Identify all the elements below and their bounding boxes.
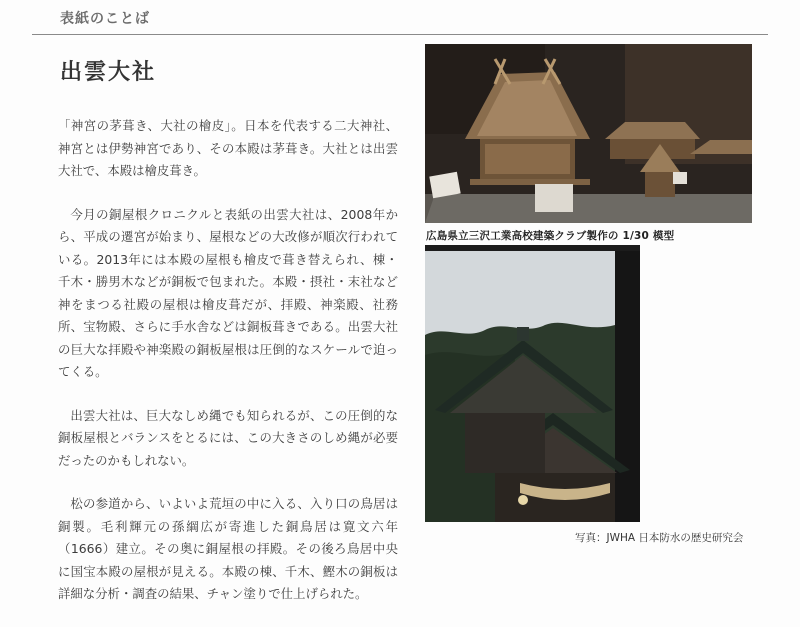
header-divider	[32, 34, 768, 35]
model-photo-caption: 広島県立三沢工業高校建築クラブ製作の 1/30 模型	[426, 230, 675, 242]
section-label: 表紙のことば	[60, 11, 150, 27]
article-title: 出雲大社	[60, 60, 157, 85]
paragraph-3: 出雲大社は、巨大なしめ縄でも知られるが、この圧倒的な銅板屋根とバランスをとるには、この大きさのしめ縄が必要だったのかもしれない。	[58, 407, 398, 468]
shrine-model-photo	[425, 44, 752, 223]
paragraph-2: 今月の銅屋根クロニクルと表紙の出雲大社は、2008年から、平成の遷宮が始まり、屋根などの大改修が順次行われている。2013年には本殿の屋根も檜皮で葺き替えられ、棟・千木・勝男木などが銅板で包まれた。本殿・摂社・末社など神をまつる社殿の屋根は檜皮葺だが、拝殿、神楽殿、社務所、宝物殿、さらに手水舎などは銅板葺きである。出雲大社の巨大な拝殿や神楽殿の銅板屋根は圧倒的なスケールで迫ってくる。	[58, 206, 398, 379]
paragraph-1: 「神宮の茅葺き、大社の檜皮」。日本を代表する二大神社、神宮とは伊勢神宮であり、その本殿は茅葺き。大社とは出雲大社で、本殿は檜皮葺き。	[58, 118, 398, 178]
worship-hall-photo	[425, 245, 640, 522]
article-body	[58, 115, 398, 627]
photo-credit: 写真：JWHA 日本防水の歴史研究会	[575, 532, 744, 544]
paragraph-4: 松の参道から、いよいよ荒垣の中に入る、入り口の鳥居は銅製。毛利輝元の孫綱広が寄進した銅鳥居は寛文六年（1666）建立。その奥に銅屋根の拝殿。その後ろ鳥居中央に国宝本殿の屋根が見える。本殿の棟、千木、鰹木の銅板は詳細な分析・調査の結果、チャン塗りで仕上げられた。	[58, 496, 398, 601]
